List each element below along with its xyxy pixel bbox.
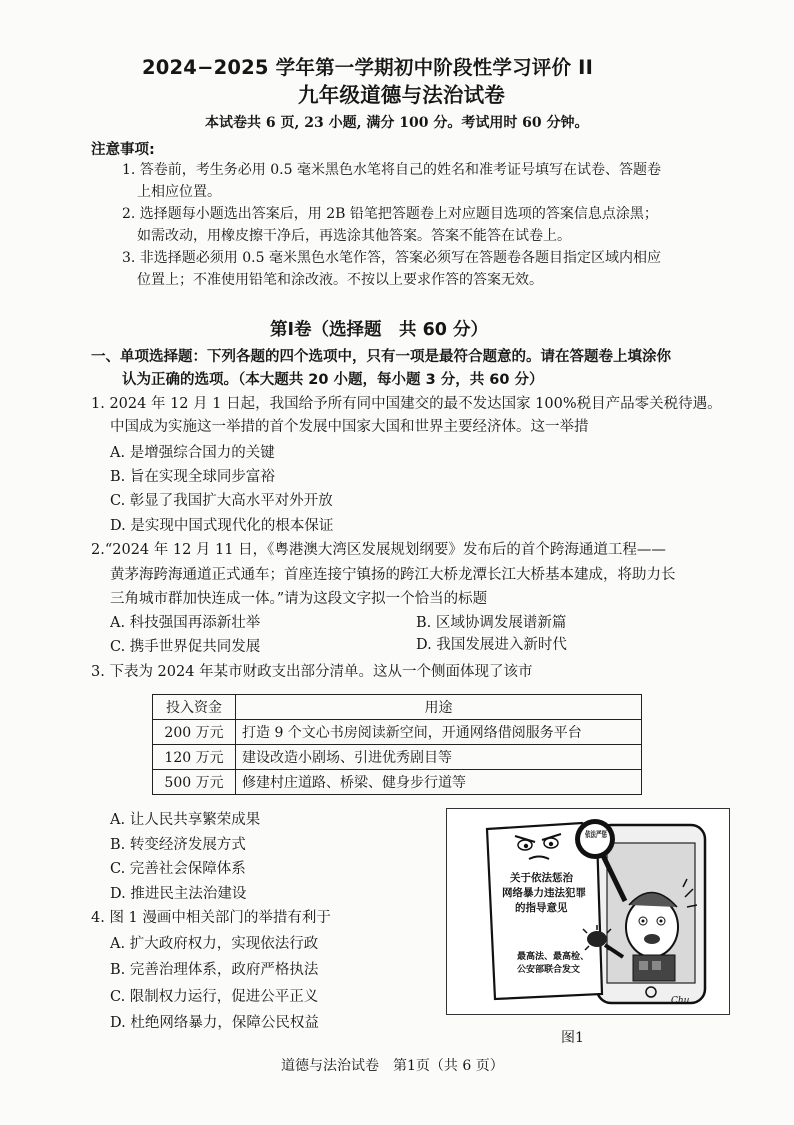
question-4-option-c: C. 限制权力运行，促进公平正义 <box>110 989 319 1005</box>
notes-heading: 注意事项: <box>91 142 155 158</box>
question-1-option-b: B. 旨在实现全球同步富裕 <box>110 469 275 485</box>
figure-caption: 图1 <box>561 1030 584 1046</box>
table-row <box>153 720 642 745</box>
question-4-option-a: A. 扩大政府权力，实现依法行政 <box>110 936 319 952</box>
notes-line: 如需改动，用橡皮擦干净后，再选涂其他答案。答案不能答在试卷上。 <box>137 228 571 244</box>
table-cell-amount: 120 万元 <box>153 745 236 770</box>
question-3-option-c: C. 完善社会保障体系 <box>110 861 246 877</box>
table-header: 投入资金 <box>153 695 236 720</box>
doc-text-line: 网络暴力违法犯罪 <box>502 887 586 899</box>
exam-subtitle: 本试卷共 6 页, 23 小题, 满分 100 分。考试用时 60 分钟。 <box>205 115 589 131</box>
badge-text: 依法严惩 <box>585 830 617 839</box>
question-1-option-a: A. 是增强综合国力的关键 <box>110 445 275 461</box>
doc-text-line: 的指导意见 <box>515 902 568 914</box>
section-title: 第I卷（选择题 共 60 分） <box>270 320 489 340</box>
question-2-option-d: D. 我国发展进入新时代 <box>416 637 567 653</box>
table-header: 用途 <box>236 695 642 720</box>
question-2-option-c: C. 携手世界促共同发展 <box>110 639 261 655</box>
club-icon <box>587 931 607 947</box>
question-2-option-a: A. 科技强国再添新壮举 <box>110 615 261 631</box>
question-2-stem: 黄茅海跨海通道正式通车；首座连接宁镇扬的跨江大桥龙潭长江大桥基本建成，将助力长 <box>110 567 676 583</box>
table-cell-amount: 500 万元 <box>153 770 236 795</box>
doc-footer-line: 公安部联合发文 <box>517 965 581 975</box>
doc-footer-line: 最高法、最高检、 <box>517 952 590 962</box>
cartoon-illustration <box>447 809 729 1014</box>
question-3-stem: 3. 下表为 2024 年某市财政支出部分清单。这从一个侧面体现了该市 <box>91 664 533 680</box>
question-3-option-a: A. 让人民共享繁荣成果 <box>110 812 261 828</box>
notes-line: 1. 答卷前，考生务必用 0.5 毫米黑色水笔将自己的姓名和准考证号填写在试卷、答题卷 <box>122 162 661 178</box>
question-2-stem: 三角城市群加快连成一体。”请为这段文字拟一个恰当的标题 <box>110 591 488 607</box>
doc-text-line: 关于依法惩治 <box>510 872 573 884</box>
question-1-stem: 1. 2024 年 12 月 1 日起，我国给予所有同中国建交的最不发达国家 100%税目产品零关税待遇。 <box>91 396 722 412</box>
notes-line: 3. 非选择题必须用 0.5 毫米黑色水笔作答，答案必须写在答题卷各题目指定区域内相应 <box>122 250 661 266</box>
section-instruction: 认为正确的选项。（本大题共 20 小题，每小题 3 分，共 60 分） <box>122 372 544 388</box>
question-2-stem: 2.“2024 年 12 月 11 日，《粤港澳大湾区发展规划纲要》发布后的首个跨海通道工程—— <box>91 542 666 558</box>
question-1-option-c: C. 彰显了我国扩大高水平对外开放 <box>110 493 333 509</box>
page-title-line2: 九年级道德与法治试卷 <box>298 83 505 107</box>
question-2-option-b: B. 区域协调发展谱新篇 <box>416 615 567 631</box>
notes-line: 2. 选择题每小题选出答案后，用 2B 铅笔把答题卷上对应题目选项的答案信息点涂黑； <box>122 206 658 222</box>
page-footer: 道德与法治试卷 第1页（共 6 页） <box>281 1058 504 1074</box>
page-title-line1: 2024−2025 学年第一学期初中阶段性学习评价 II <box>142 56 594 79</box>
table-cell-purpose: 建设改造小剧场、引进优秀剧目等 <box>236 745 642 770</box>
table-cell-amount: 200 万元 <box>153 720 236 745</box>
question-4-option-b: B. 完善治理体系，政府严格执法 <box>110 962 319 978</box>
notes-line: 上相应位置。 <box>137 184 221 200</box>
question-4-stem: 4. 图 1 漫画中相关部门的举措有利于 <box>91 910 331 926</box>
table-header-row <box>153 695 642 720</box>
figure-1-cartoon <box>446 808 730 1015</box>
question-3-option-b: B. 转变经济发展方式 <box>110 837 246 853</box>
question-1-stem: 中国成为实施这一举措的首个发展中国家大国和世界主要经济体。这一举措 <box>110 419 589 435</box>
artist-signature: Chu <box>671 996 690 1006</box>
table-row <box>153 770 642 795</box>
spending-table <box>152 694 642 795</box>
table-cell-purpose: 修建村庄道路、桥梁、健身步行道等 <box>236 770 642 795</box>
question-1-option-d: D. 是实现中国式现代化的根本保证 <box>110 518 334 534</box>
table-row <box>153 745 642 770</box>
question-4-option-d: D. 杜绝网络暴力，保障公民权益 <box>110 1015 319 1031</box>
table-cell-purpose: 打造 9 个文心书房阅读新空间，开通网络借阅服务平台 <box>236 720 642 745</box>
section-instruction: 一、单项选择题：下列各题的四个选项中，只有一项是最符合题意的。请在答题卷上填涂你 <box>91 349 671 365</box>
notes-line: 位置上；不准使用铅笔和涂改液。不按以上要求作答的答案无效。 <box>137 272 543 288</box>
question-3-option-d: D. 推进民主法治建设 <box>110 886 247 902</box>
